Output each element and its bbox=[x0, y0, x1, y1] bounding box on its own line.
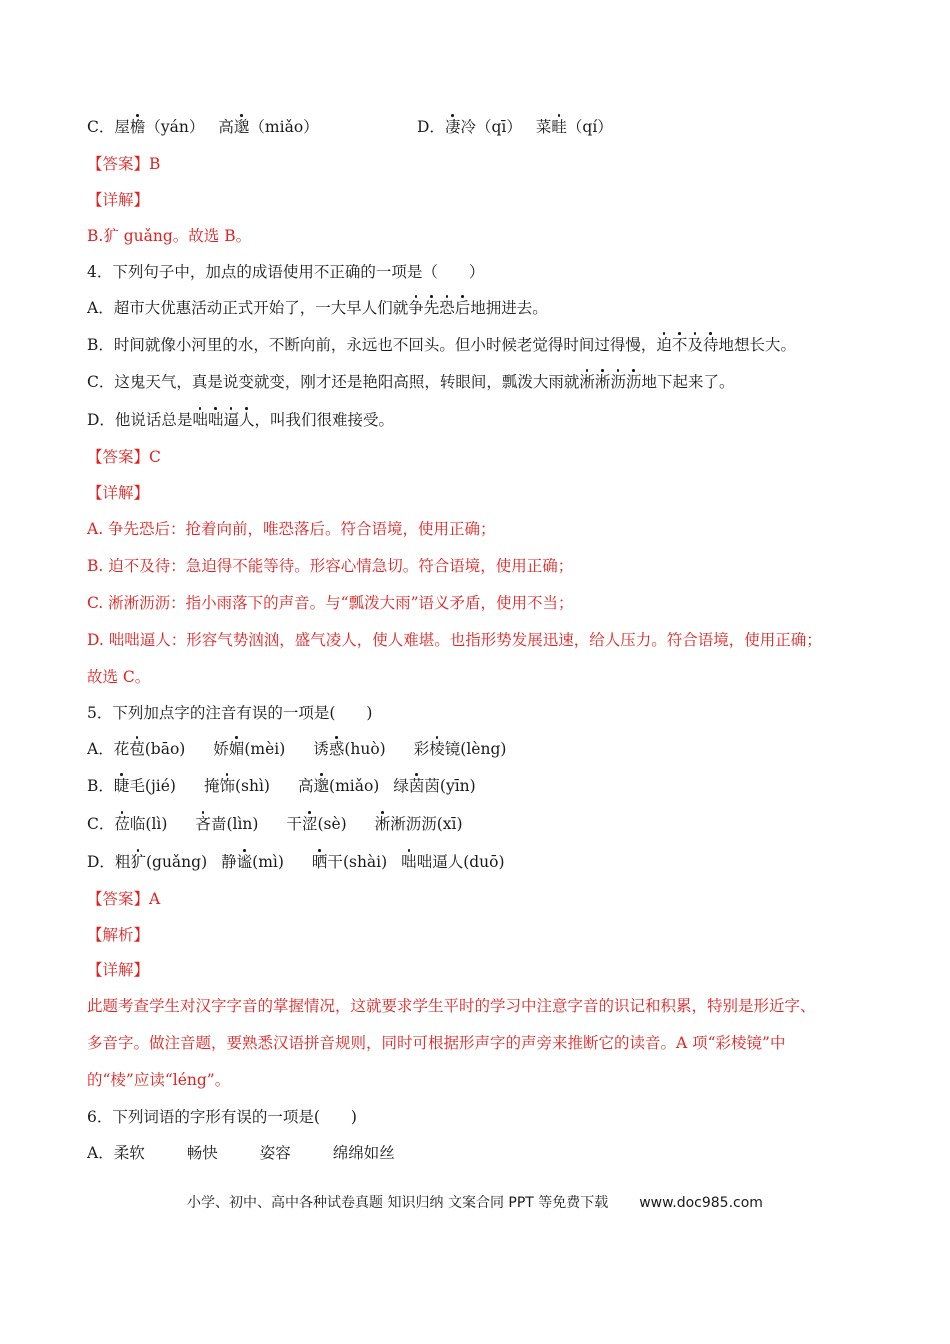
text: 毛 bbox=[129, 777, 145, 795]
text: 啬 bbox=[210, 815, 227, 833]
text: 咄逼人 bbox=[416, 853, 464, 871]
pinyin: (mì) bbox=[252, 853, 284, 871]
footer-link[interactable]: www.doc985.com bbox=[639, 1195, 763, 1211]
dotted-char: 犷 bbox=[130, 853, 146, 871]
pinyin: （qí） bbox=[566, 118, 613, 136]
dotted-char: 待 bbox=[702, 336, 719, 354]
q4-option-b bbox=[87, 335, 796, 355]
option-letter: B． bbox=[87, 777, 114, 795]
dotted-char: 晒 bbox=[311, 853, 328, 871]
q5-detail-label: 【详解】 bbox=[87, 961, 150, 979]
pinyin: (jié) bbox=[144, 777, 176, 795]
dotted-char: 咄 bbox=[192, 411, 208, 429]
q4-detail-line: D. 咄咄逼人：形容气势汹汹，盛气凌人，使人难堪。也指形势发展迅速，给人压力。符合语境，使用正确； bbox=[87, 631, 822, 649]
option-letter: D． bbox=[87, 853, 115, 871]
text: 淅沥沥 bbox=[390, 815, 437, 833]
q4-detail-line: A. 争先恐后：抢着向前，唯恐落后。符合语境，使用正确； bbox=[87, 520, 496, 538]
dotted-char: 沥 bbox=[610, 373, 626, 391]
q5-answer bbox=[87, 889, 160, 909]
q5-option-b bbox=[87, 776, 476, 796]
text: 花 bbox=[113, 740, 130, 758]
dotted-char: 后 bbox=[454, 299, 471, 317]
q3-detail-label: 【详解】 bbox=[87, 191, 150, 209]
text: D．他说话总是 bbox=[87, 411, 193, 429]
option-letter: D． bbox=[417, 118, 445, 136]
text: 镜 bbox=[444, 740, 461, 758]
q5-option-c bbox=[87, 814, 463, 834]
q3-option-d bbox=[417, 117, 613, 137]
dotted-char: 逼 bbox=[223, 411, 239, 429]
q4-detail-label: 【详解】 bbox=[87, 484, 150, 502]
answer-label: 【答案】 bbox=[87, 890, 150, 908]
dotted-char: 先 bbox=[423, 299, 440, 317]
q4-option-d bbox=[87, 410, 394, 430]
dotted-char: 迫 bbox=[656, 336, 672, 354]
dotted-char: 莅 bbox=[114, 815, 130, 833]
page-footer bbox=[0, 1192, 950, 1212]
text: 冷 bbox=[460, 118, 476, 136]
text: 粗 bbox=[114, 853, 131, 871]
dotted-char: 涩 bbox=[301, 815, 318, 833]
dotted-char: 咄 bbox=[401, 853, 417, 871]
text: 屋 bbox=[114, 118, 130, 136]
dotted-char: 恐 bbox=[439, 299, 455, 317]
dotted-char: 淅 bbox=[374, 815, 391, 833]
dotted-char: 咄 bbox=[207, 411, 224, 429]
q5-analysis-label: 【解析】 bbox=[87, 926, 150, 944]
text: 临 bbox=[129, 815, 146, 833]
q6-option-a bbox=[87, 1143, 395, 1163]
q3-option-c bbox=[87, 117, 319, 137]
pinyin: (bāo) bbox=[144, 740, 186, 758]
dotted-char: 邈 bbox=[313, 777, 330, 795]
text: A．超市大优惠活动正式开始了，一大早人们就 bbox=[87, 299, 409, 317]
word: 姿容 bbox=[259, 1144, 291, 1162]
q5-option-a bbox=[87, 739, 506, 759]
q4-detail-line: B. 迫不及待：急迫得不能等待。形容心情急切。符合语境，使用正确； bbox=[87, 557, 574, 575]
dotted-char: 人 bbox=[238, 411, 255, 429]
text: 干 bbox=[327, 853, 343, 871]
dotted-char: 沥 bbox=[625, 373, 642, 391]
answer-value: B bbox=[149, 155, 161, 173]
option-letter: A． bbox=[87, 1144, 114, 1162]
dotted-char: 睫 bbox=[113, 777, 130, 795]
dotted-char: 饰 bbox=[219, 777, 235, 795]
text: 干 bbox=[286, 815, 302, 833]
q4-detail-line: 故选 C。 bbox=[87, 668, 151, 686]
q4-option-c bbox=[87, 372, 734, 392]
word: 畅快 bbox=[186, 1144, 218, 1162]
pinyin: (mèi) bbox=[244, 740, 286, 758]
footer-text: 小学、初中、高中各种试卷真题 知识归纳 文案合同 PPT 等免费下载 bbox=[187, 1195, 609, 1211]
option-letter: C． bbox=[87, 118, 115, 136]
text: ，叫我们很难接受。 bbox=[254, 411, 395, 429]
text: 绿 bbox=[393, 777, 409, 795]
q3-answer bbox=[87, 154, 160, 174]
text: 茵 bbox=[424, 777, 440, 795]
text: 娇 bbox=[213, 740, 229, 758]
q3-detail: B.犷 guǎng。故选 B。 bbox=[87, 227, 252, 245]
dotted-char: 凄 bbox=[444, 118, 461, 136]
pinyin: (duō) bbox=[463, 853, 505, 871]
pinyin: (shài) bbox=[342, 853, 388, 871]
text: 地想长大。 bbox=[718, 336, 796, 354]
text: 掩 bbox=[203, 777, 220, 795]
text: 静 bbox=[221, 853, 237, 871]
dotted-char: 淅 bbox=[579, 373, 595, 391]
text: 高 bbox=[297, 777, 314, 795]
option-letter: C． bbox=[87, 815, 115, 833]
pinyin: （yán） bbox=[145, 118, 205, 136]
dotted-char: 谧 bbox=[236, 853, 253, 871]
text: 彩 bbox=[413, 740, 430, 758]
dotted-char: 惑 bbox=[328, 740, 345, 758]
q6-stem: 6．下列词语的字形有误的一项是( ) bbox=[87, 1108, 357, 1126]
text: C．这鬼天气，真是说变就变，刚才还是艳阳高照，转眼间，瓢泼大雨就 bbox=[87, 373, 580, 391]
q5-stem: 5．下列加点字的注音有误的一项是( ) bbox=[87, 704, 373, 722]
pinyin: （miǎo） bbox=[249, 118, 319, 136]
dotted-char: 畦 bbox=[551, 118, 567, 136]
q4-answer bbox=[87, 447, 161, 467]
q5-detail-line: 多音字。做注音题，要熟悉汉语拼音规则，同时可根据形声字的声旁来推断它的读音。A 项“彩棱镜”中 bbox=[87, 1034, 786, 1052]
q5-detail-line: 此题考查学生对汉字字音的掌握情况，这就要求学生平时的学习中注意字音的识记和积累，特别是形近字、 bbox=[87, 997, 816, 1015]
text: 地拥进去。 bbox=[470, 299, 548, 317]
word: 柔软 bbox=[113, 1144, 145, 1162]
text: 地下起来了。 bbox=[641, 373, 735, 391]
dotted-char: 淅 bbox=[594, 373, 611, 391]
pinyin: (lìn) bbox=[226, 815, 259, 833]
q4-detail-line: C. 淅淅沥沥：指小雨落下的声音。与“瓢泼大雨”语义矛盾，使用不当； bbox=[87, 594, 574, 612]
answer-value: A bbox=[149, 890, 161, 908]
text: B．时间就像小河里的水，不断向前，永远也不回头。但小时候老觉得时间过得慢， bbox=[87, 336, 657, 354]
dotted-char: 及 bbox=[687, 336, 703, 354]
option-letter: A． bbox=[87, 740, 114, 758]
dotted-char: 吝 bbox=[195, 815, 211, 833]
pinyin: (guǎng) bbox=[145, 853, 208, 871]
q4-option-a bbox=[87, 298, 548, 318]
dotted-char: 苞 bbox=[129, 740, 145, 758]
dotted-char: 檐 bbox=[129, 118, 146, 136]
q4-stem: 4．下列句子中，加点的成语使用不正确的一项是（ ） bbox=[87, 263, 485, 281]
pinyin: （qī） bbox=[475, 118, 522, 136]
dotted-char: 争 bbox=[408, 299, 424, 317]
text: 诱 bbox=[313, 740, 329, 758]
pinyin: (miǎo) bbox=[329, 777, 380, 795]
dotted-char: 茵 bbox=[408, 777, 425, 795]
dotted-char: 邈 bbox=[233, 118, 250, 136]
q5-option-d bbox=[87, 852, 505, 872]
text: 菜 bbox=[535, 118, 552, 136]
dotted-char: 棱 bbox=[429, 740, 445, 758]
pinyin: (lèng) bbox=[460, 740, 507, 758]
pinyin: (sè) bbox=[317, 815, 347, 833]
pinyin: (yīn) bbox=[439, 777, 476, 795]
word: 绵绵如丝 bbox=[332, 1144, 395, 1162]
pinyin: (huò) bbox=[344, 740, 386, 758]
answer-label: 【答案】 bbox=[87, 448, 150, 466]
dotted-char: 不 bbox=[671, 336, 688, 354]
dotted-char: 媚 bbox=[228, 740, 245, 758]
pinyin: (xī) bbox=[436, 815, 463, 833]
answer-label: 【答案】 bbox=[87, 155, 150, 173]
pinyin: (shì) bbox=[234, 777, 270, 795]
answer-value: C bbox=[149, 448, 161, 466]
pinyin: (lì) bbox=[145, 815, 168, 833]
text: 高 bbox=[218, 118, 234, 136]
q5-detail-line: 的“棱”应读“léng”。 bbox=[87, 1071, 231, 1089]
